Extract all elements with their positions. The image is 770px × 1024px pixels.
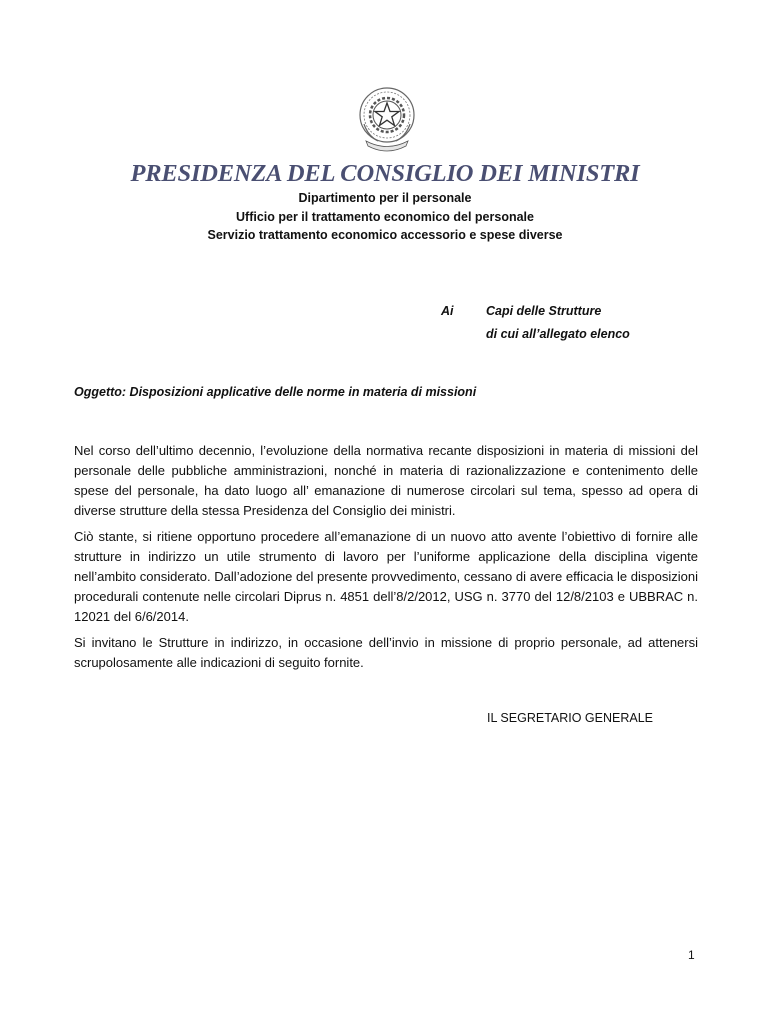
service-name: Servizio trattamento economico accessorio e spese diverse bbox=[207, 228, 563, 242]
department-name: Dipartimento per il personale bbox=[298, 191, 472, 205]
body-paragraph-3: Si invitano le Strutture in indirizzo, in occasione dell’invio in missione di proprio personale, ad attenersi scrupolosamente alle indicazioni di seguito fornite. bbox=[74, 635, 698, 670]
italian-republic-emblem-icon bbox=[356, 86, 418, 152]
subject-line: Oggetto: Disposizioni applicative delle norme in materia di missioni bbox=[74, 385, 477, 399]
office-name: Ufficio per il trattamento economico del personale bbox=[236, 210, 534, 224]
signature-title: IL SEGRETARIO GENERALE bbox=[487, 711, 654, 725]
body-paragraph-2: Ciò stante, si ritiene opportuno procedere all’emanazione di un nuovo atto avente l’obiettivo di fornire alle strutture in indirizzo un utile strumento di lavoro per l’uniforme applicazione della disciplina vigente nell’ambito considerato. Dall’adozione del presente provvedimento, cessano di avere efficacia le disposizioni procedurali contenute nelle circolari Diprus n. 4851 dell’8/2/2012, USG n. 3770 del 12/8/2103 e UBBRAC n. 12021 del 6/6/2014. bbox=[74, 529, 698, 624]
body-paragraph-1: Nel corso dell’ultimo decennio, l’evoluzione della normativa recante disposizioni in materia di missioni del personale delle pubbliche amministrazioni, nonché in materia di razionalizzazione e contenimento delle spese del personale, ha dato luogo all’ emanazione di numerose circolari sul tema, spesso ad opera di diverse strutture della stessa Presidenza del Consiglio dei ministri. bbox=[74, 443, 698, 518]
page-number: 1 bbox=[688, 948, 695, 962]
recipients-line-1: Capi delle Strutture bbox=[486, 304, 602, 318]
recipients-line-2: di cui all’allegato elenco bbox=[486, 327, 630, 341]
recipients-label: Ai bbox=[441, 304, 454, 318]
institution-title: PRESIDENZA DEL CONSIGLIO DEI MINISTRI bbox=[130, 160, 640, 187]
